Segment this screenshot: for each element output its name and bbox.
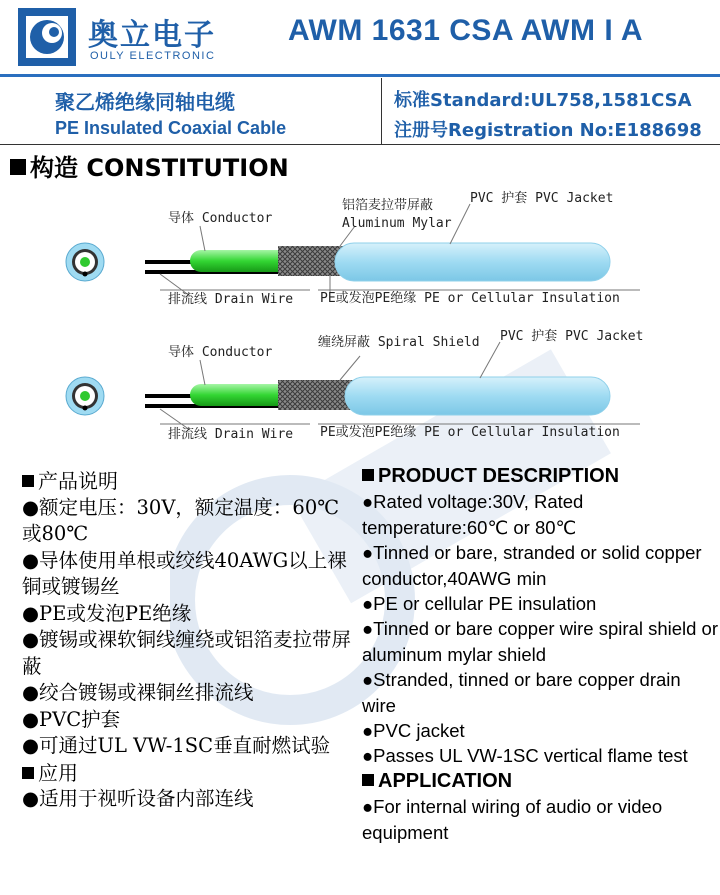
- cross-section-1-icon: [66, 243, 104, 281]
- cn-section-heading: [22, 468, 362, 495]
- en-section-heading-text: PRODUCT DESCRIPTION: [378, 465, 620, 487]
- en-application-heading-text: APPLICATION: [378, 769, 513, 792]
- cn-list-item: ●镀锡或裸软铜线缠绕或铝箔麦拉带屏蔽: [22, 628, 352, 678]
- brand-name-cn: 奥立电子: [88, 18, 216, 53]
- cable1-shield-en-label: Aluminum Mylar: [342, 216, 452, 231]
- standard-text: 标准Standard:UL758,1581CSA: [394, 90, 692, 111]
- product-title-cn: 聚乙烯绝缘同轴电缆: [55, 90, 235, 114]
- en-list-item: ●Passes UL VW-1SC vertical flame test: [362, 745, 688, 767]
- model-number: AWM 1631 CSA AWM I A: [288, 14, 644, 47]
- en-description-column: [362, 464, 718, 845]
- square-bullet-icon: [362, 774, 374, 786]
- square-bullet-icon: [10, 159, 26, 175]
- en-list-item: ●Rated voltage:30V, Rated temperature:60℃ or 80℃: [362, 491, 584, 538]
- title-column-divider: [381, 78, 382, 144]
- square-bullet-icon: [22, 475, 34, 487]
- cn-application-item: ●适用于视听设备内部连线: [22, 787, 254, 810]
- en-list-item: ●PVC jacket: [362, 720, 465, 742]
- constitution-heading: [10, 148, 289, 183]
- square-bullet-icon: [362, 469, 374, 481]
- en-list-item: ●Tinned or bare, stranded or solid copper conductor,40AWG min: [362, 542, 702, 589]
- square-bullet-icon: [22, 767, 34, 779]
- cable1-shield-label: 铝箔麦拉带屏蔽: [342, 198, 434, 213]
- cable2-shield-label: 缠绕屏蔽 Spiral Shield: [318, 335, 480, 350]
- cn-list-item: ●导体使用单根或绞线40AWG以上裸铜或镀锡丝: [22, 548, 347, 598]
- cn-application-heading: [22, 760, 362, 787]
- cable2-drain-label: 排流线 Drain Wire: [168, 427, 294, 442]
- header-divider: [0, 74, 720, 77]
- cn-list-item: ●可通过UL VW-1SC垂直耐燃试验: [22, 734, 331, 757]
- en-list-item: ●Tinned or bare copper wire spiral shield or aluminum mylar shield: [362, 618, 718, 665]
- cable-construction-diagram: [0, 184, 720, 454]
- registration-text: 注册号Registration No:E188698: [394, 120, 702, 141]
- en-section-heading: [362, 464, 718, 489]
- en-application-heading: [362, 769, 718, 794]
- cable2-jacket-label: PVC 护套 PVC Jacket: [500, 329, 644, 344]
- en-list-item: ●Stranded, tinned or bare copper drain wire: [362, 669, 681, 716]
- cable1-drain-label: 排流线 Drain Wire: [168, 292, 294, 307]
- en-application-item: ●For internal wiring of audio or video equipment: [362, 796, 663, 843]
- ouly-logo-icon: [18, 8, 76, 66]
- cn-list-item: ●PE或发泡PE绝缘: [22, 601, 192, 625]
- cross-section-2-icon: [66, 377, 104, 415]
- cable1-insulation-label: PE或发泡PE绝缘 PE or Cellular Insulation: [320, 291, 620, 306]
- cn-list-item: ●额定电压：30V，额定温度：60℃ 或80℃: [22, 495, 340, 545]
- cable-2: [66, 328, 643, 442]
- cn-description-column: [22, 468, 362, 813]
- constitution-heading-text: 构造 CONSTITUTION: [30, 154, 289, 182]
- cable-1: [66, 190, 640, 307]
- cn-section-heading-text: 产品说明: [38, 469, 118, 493]
- cable2-insulation-label: PE或发泡PE绝缘 PE or Cellular Insulation: [320, 425, 620, 440]
- product-title-en: PE Insulated Coaxial Cable: [55, 118, 287, 138]
- title-divider: [0, 144, 720, 145]
- cable1-conductor-label: 导体 Conductor: [168, 211, 273, 226]
- brand-name-en: OULY ELECTRONIC: [90, 50, 216, 62]
- cable1-jacket-label: PVC 护套 PVC Jacket: [470, 191, 614, 206]
- cn-list-item: ●PVC护套: [22, 707, 121, 731]
- cn-application-heading-text: 应用: [38, 760, 78, 785]
- cable2-conductor-label: 导体 Conductor: [168, 345, 273, 360]
- en-list-item: ●PE or cellular PE insulation: [362, 593, 597, 615]
- cn-list-item: ●绞合镀锡或裸铜丝排流线: [22, 681, 254, 704]
